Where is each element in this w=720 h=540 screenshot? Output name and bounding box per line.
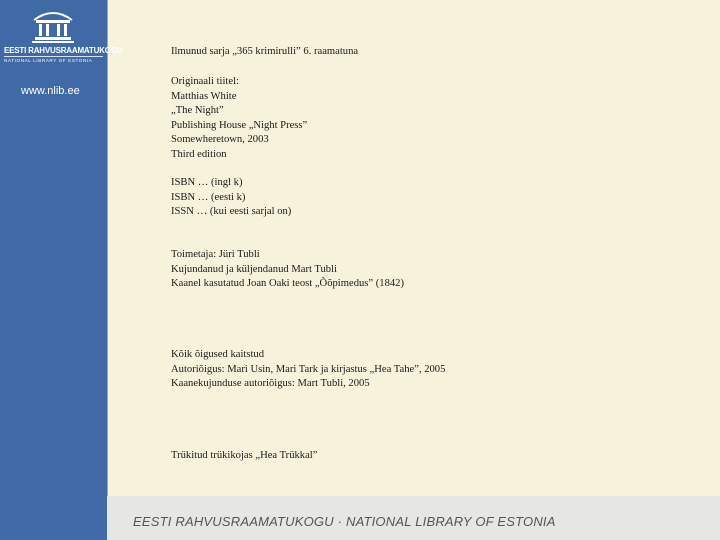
footer-text: EESTI RAHVUSRAAMATUKOGU · NATIONAL LIBRARY OF ESTONIA bbox=[133, 514, 556, 529]
text-line: Somewheretown, 2003 bbox=[171, 134, 269, 146]
text-line: Originaali tiitel: bbox=[171, 76, 239, 87]
text-line: ISBN … (ingl k) bbox=[171, 177, 243, 188]
text-line: Third edition bbox=[171, 148, 227, 160]
text-line: Publishing House „Night Press” bbox=[171, 119, 308, 131]
rights-block bbox=[171, 348, 445, 392]
logo-divider bbox=[4, 56, 103, 57]
text-line: Kujundanud ja küljendanud Mart Tubli bbox=[171, 263, 337, 275]
original-title-block bbox=[171, 75, 307, 163]
text-line: Matthias White bbox=[171, 90, 237, 102]
text-line: ISSN … (kui eesti sarjal on) bbox=[171, 206, 292, 218]
text-line: Autoriõigus: Mari Usin, Mari Tark ja kirjastus „Hea Tahe”, 2005 bbox=[171, 363, 446, 375]
credits-block bbox=[171, 248, 404, 292]
logo-subtitle: NATIONAL LIBRARY OF ESTONIA bbox=[4, 58, 93, 63]
series-line: Ilmunud sarja „365 krimirulli” 6. raamatuna bbox=[171, 46, 359, 57]
website-link[interactable]: www.nlib.ee bbox=[21, 85, 80, 97]
text-line: Toimetaja: Jüri Tubli bbox=[171, 249, 260, 260]
isbn-block bbox=[171, 176, 291, 220]
text-line: Kaanel kasutatud Joan Oaki teost „Õõpimedus” (1842) bbox=[171, 278, 405, 290]
text-line: Kõik õigused kaitstud bbox=[171, 349, 264, 360]
library-logo bbox=[0, 0, 123, 72]
text-line: Kaanekujunduse autoriõigus: Mart Tubli, 2005 bbox=[171, 378, 370, 390]
logo-name: EESTI RAHVUSRAAMATUKOGU bbox=[4, 46, 123, 55]
sidebar bbox=[0, 0, 123, 540]
text-line: „The Night” bbox=[171, 105, 224, 117]
footer-bar bbox=[107, 496, 720, 540]
printed-line: Trükitud trükikojas „Hea Trükkal” bbox=[171, 450, 318, 461]
library-building-icon bbox=[30, 4, 76, 44]
text-line: ISBN … (eesti k) bbox=[171, 191, 246, 203]
